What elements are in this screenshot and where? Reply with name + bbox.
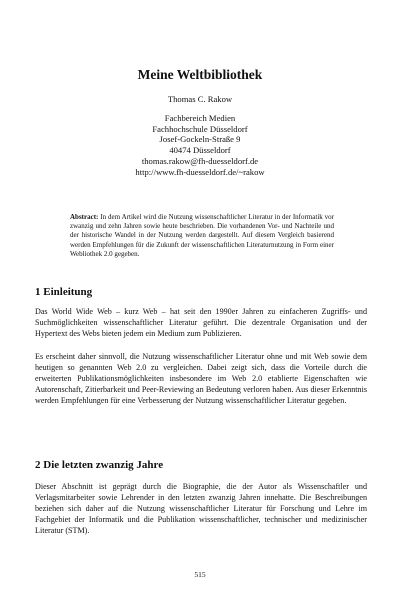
author-affiliation [0,113,400,177]
affiliation-url[interactable]: http://www.fh-duesseldorf.de/~rakow [135,166,265,177]
section-1-paragraph-1: Das World Wide Web – kurz Web – hat seit den 1990er Jahren zu einfacheren Zugriffs- und Suchmöglichkeiten wissenschaftlicher Literatur geführt. Die dezentrale Organisation und der Hypertext des Webs bieten jedem ein Medium zum Publizieren. [35,307,367,338]
affiliation-department: Fachbereich Medien [164,113,236,123]
page-number: 515 [194,570,206,579]
abstract-label: Abstract: [70,213,99,221]
abstract-text: In dem Artikel wird die Nutzung wissenschaftlicher Literatur in der Informatik vor zwanzig und zehn Jahren sowie heute beschrieben. Die vorhandenen Vor- und Nachteile und der historische Wandel in der Nutzung werden dargestellt. Auf diesem Vergleich basierend werden Empfehlungen für die Zukunft der wissenschaftlichen Literaturnutzung in Form einer Webliothek 2.0 gegeben. [70,213,335,258]
section-heading-einleitung: 1 Einleitung [35,286,93,298]
abstract [70,213,334,259]
section-1-paragraph-2: Es erscheint daher sinnvoll, die Nutzung wissenschaftlicher Literatur ohne und mit Web sowie dem heutigen so genannten Web 2.0 zu vergleichen. Dabei zeigt sich, dass die Vorteile durch die erweiterten Publikationsmöglichkeiten insbesondere im Web 2.0 etablierte Eigenschaften wie Autorenschaft, Zitierbarkeit und Peer-Reviewing an Bedeutung verloren haben. Aus dieser Erkenntnis werden Empfehlungen für eine Verbesserung der Nutzung wissenschaftlicher Literatur gegeben. [35,352,367,405]
author-name: Thomas C. Rakow [167,94,233,104]
affiliation-street: Josef-Gockeln-Straße 9 [159,134,241,145]
affiliation-email[interactable]: thomas.rakow@fh-duesseldorf.de [141,155,259,166]
affiliation-city: 40474 Düsseldorf [169,145,231,156]
section-heading-letzte-zwanzig-jahre: 2 Die letzten zwanzig Jahre [35,459,164,471]
paper-title: Meine Weltbibliothek [137,67,263,82]
affiliation-institution: Fachhochschule Düsseldorf [152,123,248,134]
section-2-paragraph-1: Dieser Abschnitt ist geprägt durch die Biographie, die der Autor als Wissenschaftler und Verlagsmitarbeiter sowie Lehrender in den letzten zwanzig Jahren innehatte. Die Beschreibungen beziehen sich daher auf die Nutzung wissenschaftlicher Literatur für Forschung und Lehre im Fachgebiet der Informatik und die Publikation wissenschaftlicher, technischer und medizinischer Literatur (STM). [35,482,367,535]
